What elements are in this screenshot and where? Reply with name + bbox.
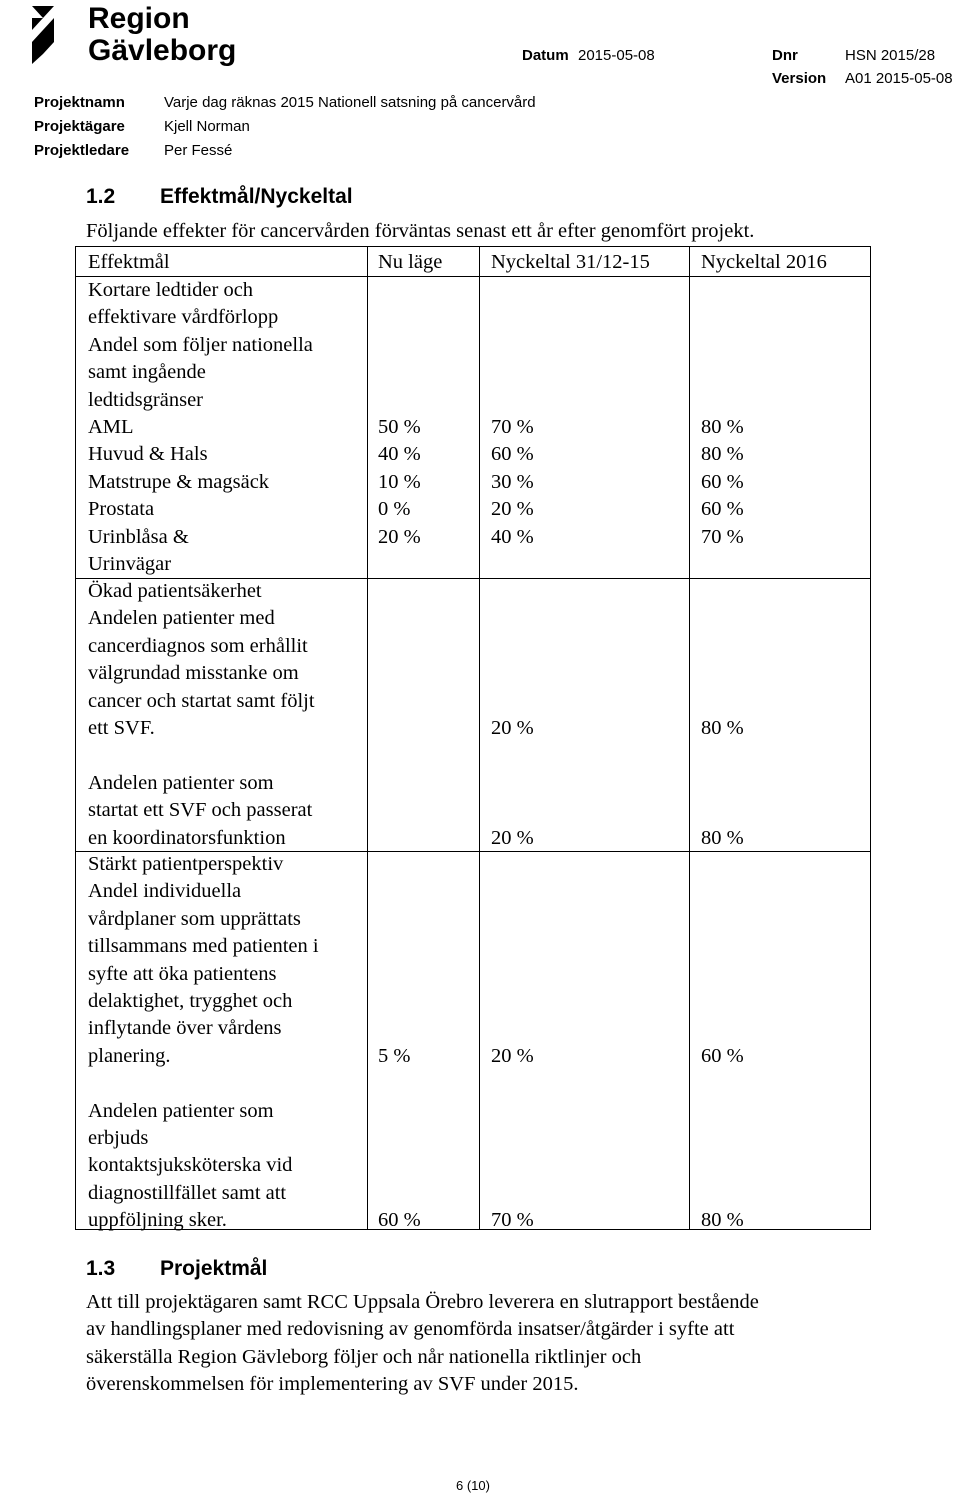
table-cell: erbjuds xyxy=(88,1126,149,1149)
table-cell: kontaktsjuksköterska vid xyxy=(88,1154,293,1177)
region-gavleborg-logo xyxy=(30,2,260,68)
table-cell: Huvud & Hals xyxy=(88,443,208,466)
datum-value: 2015-05-08 xyxy=(578,47,655,64)
table-header-nyckeltal-2016: Nyckeltal 2016 xyxy=(701,251,827,273)
datum-label: Datum xyxy=(522,47,569,64)
table-cell: 10 % xyxy=(378,470,421,493)
table-cell xyxy=(701,1015,744,1042)
table-cell: tillsammans med patienten i xyxy=(88,935,319,958)
table-cell xyxy=(701,304,744,331)
table-cell: 5 % xyxy=(378,1044,411,1067)
section-1-3-title: Projektmål xyxy=(160,1257,268,1280)
table-cell: välgrundad misstanke om xyxy=(88,662,299,685)
table-cell: Prostata xyxy=(88,498,155,521)
table-cell xyxy=(701,660,744,687)
table-cell xyxy=(491,1070,534,1097)
table-cell xyxy=(378,277,421,304)
logo-text-line1: Region xyxy=(88,2,190,35)
group-1-nu-lage xyxy=(378,277,421,551)
projektnamn-label: Projektnamn xyxy=(34,94,125,111)
table-cell: ledtidsgränser xyxy=(88,388,203,411)
table-cell xyxy=(701,878,744,905)
section-1-3-heading xyxy=(86,1257,267,1281)
table-cell xyxy=(491,660,534,687)
table-cell: Urinvägar xyxy=(88,552,172,575)
table-cell xyxy=(701,1070,744,1097)
table-cell xyxy=(88,1070,319,1097)
dnr-label: Dnr xyxy=(772,47,798,64)
table-cell xyxy=(491,797,534,824)
table-cell xyxy=(701,359,744,386)
table-cell xyxy=(491,906,534,933)
table-cell: Urinblåsa & xyxy=(88,525,189,548)
table-cell xyxy=(378,1180,421,1207)
table-cell xyxy=(491,605,534,632)
table-cell xyxy=(701,988,744,1015)
table-cell: Andelen patienter som xyxy=(88,1099,274,1122)
table-cell xyxy=(491,277,534,304)
table-cell: en koordinatorsfunktion xyxy=(88,826,286,849)
table-cell xyxy=(378,1015,421,1042)
projektnamn-value: Varje dag räknas 2015 Nationell satsning på cancervård xyxy=(164,94,536,111)
table-cell: ett SVF. xyxy=(88,716,155,739)
table-cell xyxy=(378,851,421,878)
section-1-2-title: Effektmål/Nyckeltal xyxy=(160,185,353,208)
table-cell: 70 % xyxy=(701,525,744,548)
paragraph-line: av handlingsplaner med redovisning av genomförda insatser/åtgärder i syfte att xyxy=(86,1318,735,1341)
table-cell: delaktighet, trygghet och xyxy=(88,989,293,1012)
table-cell: 80 % xyxy=(701,1209,744,1232)
table-cell xyxy=(378,988,421,1015)
group-3-goal xyxy=(88,851,319,1234)
table-cell xyxy=(491,878,534,905)
table-cell: 60 % xyxy=(378,1209,421,1232)
table-cell: Andelen patienter med xyxy=(88,607,275,630)
table-cell: cancer och startat samt följt xyxy=(88,689,315,712)
table-cell xyxy=(491,742,534,769)
col-divider-3 xyxy=(689,247,690,1229)
group-1-goal xyxy=(88,277,313,578)
table-cell: 50 % xyxy=(378,415,421,438)
section-1-2-number: 1.2 xyxy=(86,185,116,208)
table-cell xyxy=(701,688,744,715)
table-cell: 20 % xyxy=(491,1044,534,1067)
table-cell xyxy=(378,933,421,960)
table-cell: Andel som följer nationella xyxy=(88,333,313,356)
table-cell: Stärkt patientperspektiv xyxy=(88,853,284,875)
table-cell xyxy=(701,851,744,878)
page-number: 6 (10) xyxy=(456,1478,490,1493)
table-cell xyxy=(491,387,534,414)
table-cell: 40 % xyxy=(491,525,534,548)
table-cell xyxy=(88,742,315,769)
table-cell: 60 % xyxy=(701,498,744,521)
table-cell xyxy=(701,961,744,988)
projektledare-label: Projektledare xyxy=(34,142,130,159)
table-cell xyxy=(491,688,534,715)
paragraph-line: överenskommelsen för implementering av SVF under 2015. xyxy=(86,1373,579,1396)
table-cell: diagnostillfället samt att xyxy=(88,1181,287,1204)
table-cell xyxy=(491,933,534,960)
table-cell: 70 % xyxy=(491,1209,534,1232)
table-cell xyxy=(378,1070,421,1097)
table-cell xyxy=(378,1152,421,1179)
table-cell xyxy=(701,742,744,769)
table-cell xyxy=(701,578,744,605)
table-cell: startat ett SVF och passerat xyxy=(88,799,313,822)
table-cell: Andel individuella xyxy=(88,880,242,903)
table-header-nu-lage: Nu läge xyxy=(378,251,443,273)
table-cell: 60 % xyxy=(701,1044,744,1067)
effektmal-table xyxy=(75,246,871,1230)
group-2-nyckeltal-2016 xyxy=(701,578,744,852)
paragraph-line: Att till projektägaren samt RCC Uppsala Örebro leverera en slutrapport bestående xyxy=(86,1291,759,1313)
table-cell: cancerdiagnos som erhållit xyxy=(88,634,308,657)
table-cell: Matstrupe & magsäck xyxy=(88,470,270,493)
table-cell: vårdplaner som upprättats xyxy=(88,907,301,930)
table-cell xyxy=(701,332,744,359)
section-1-3-number: 1.3 xyxy=(86,1257,116,1280)
projektagare-value: Kjell Norman xyxy=(164,118,250,135)
table-cell: 0 % xyxy=(378,498,411,521)
table-cell xyxy=(491,770,534,797)
logo-text-line2: Gävleborg xyxy=(88,34,237,67)
table-cell xyxy=(491,633,534,660)
group-1-nyckeltal-2016 xyxy=(701,277,744,551)
table-cell: 60 % xyxy=(491,443,534,466)
table-cell xyxy=(378,878,421,905)
projektledare-value: Per Fessé xyxy=(164,142,233,159)
table-cell: syfte att öka patientens xyxy=(88,962,277,985)
table-cell xyxy=(701,1098,744,1125)
table-cell xyxy=(378,1125,421,1152)
group-3-nyckeltal-2015 xyxy=(491,851,534,1234)
table-cell xyxy=(701,1125,744,1152)
table-cell: 20 % xyxy=(491,826,534,849)
table-cell: 30 % xyxy=(491,470,534,493)
table-cell: Ökad patientsäkerhet xyxy=(88,580,262,602)
table-cell xyxy=(491,988,534,1015)
table-cell xyxy=(378,304,421,331)
table-cell: 80 % xyxy=(701,716,744,739)
group-3-nu-lage xyxy=(378,851,421,1234)
dnr-value: HSN 2015/28 xyxy=(845,47,936,64)
table-cell xyxy=(701,605,744,632)
paragraph-line: säkerställa Region Gävleborg följer och når nationella riktlinjer och xyxy=(86,1345,642,1368)
table-cell xyxy=(491,1015,534,1042)
table-cell: 20 % xyxy=(491,716,534,739)
table-cell xyxy=(701,1180,744,1207)
table-cell xyxy=(378,387,421,414)
table-header-nyckeltal-2015: Nyckeltal 31/12-15 xyxy=(491,251,650,273)
section-1-3-paragraph xyxy=(86,1289,759,1399)
table-cell xyxy=(491,961,534,988)
table-cell xyxy=(491,1180,534,1207)
col-divider-1 xyxy=(367,247,368,1229)
table-cell xyxy=(701,770,744,797)
table-cell: inflytande över vårdens xyxy=(88,1017,282,1040)
table-cell: 80 % xyxy=(701,443,744,466)
table-cell xyxy=(701,797,744,824)
table-cell xyxy=(491,304,534,331)
table-cell xyxy=(378,906,421,933)
table-cell xyxy=(378,359,421,386)
table-cell xyxy=(701,633,744,660)
table-cell: 70 % xyxy=(491,415,534,438)
group-1-nyckeltal-2015 xyxy=(491,277,534,551)
table-cell xyxy=(701,933,744,960)
table-cell xyxy=(701,277,744,304)
table-header-effektmal: Effektmål xyxy=(88,251,170,273)
table-cell: 20 % xyxy=(378,525,421,548)
table-cell xyxy=(491,359,534,386)
table-cell: AML xyxy=(88,415,134,438)
table-cell: planering. xyxy=(88,1044,171,1067)
table-cell xyxy=(701,906,744,933)
table-cell xyxy=(491,1098,534,1125)
table-cell: effektivare vårdförlopp xyxy=(88,306,279,329)
table-cell: 80 % xyxy=(701,415,744,438)
table-cell xyxy=(701,1152,744,1179)
table-cell: Kortare ledtider och xyxy=(88,279,254,301)
group-2-nyckeltal-2015 xyxy=(491,578,534,852)
table-cell: 80 % xyxy=(701,826,744,849)
table-cell: uppföljning sker. xyxy=(88,1209,227,1232)
table-cell: 40 % xyxy=(378,443,421,466)
col-divider-2 xyxy=(479,247,480,1229)
table-cell xyxy=(701,387,744,414)
table-cell xyxy=(378,961,421,988)
table-cell xyxy=(378,332,421,359)
table-cell xyxy=(491,578,534,605)
version-label: Version xyxy=(772,70,827,87)
table-cell: Andelen patienter som xyxy=(88,771,274,794)
projektagare-label: Projektägare xyxy=(34,118,125,135)
section-1-2-heading xyxy=(86,185,353,209)
version-value: A01 2015-05-08 xyxy=(845,70,953,87)
group-2-goal xyxy=(88,578,315,852)
table-cell xyxy=(491,1125,534,1152)
table-cell xyxy=(491,851,534,878)
table-cell xyxy=(491,332,534,359)
table-cell: samt ingående xyxy=(88,361,206,384)
table-cell: 20 % xyxy=(491,498,534,521)
section-1-2-intro: Följande effekter för cancervården förväntas senast ett år efter genomfört projekt. xyxy=(86,220,755,242)
table-cell xyxy=(491,1152,534,1179)
group-3-nyckeltal-2016 xyxy=(701,851,744,1234)
table-cell xyxy=(378,1098,421,1125)
table-cell: 60 % xyxy=(701,470,744,493)
